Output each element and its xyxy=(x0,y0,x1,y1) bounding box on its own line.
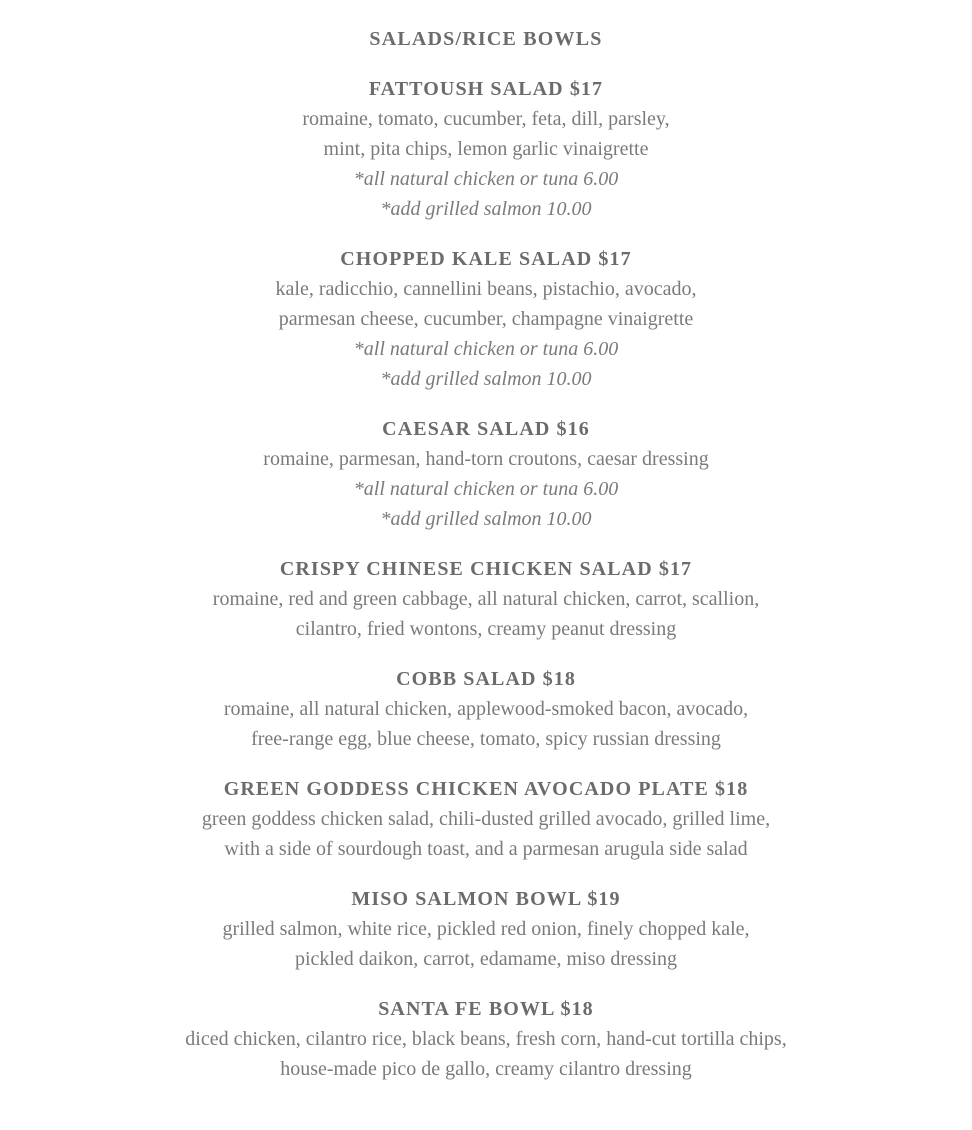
menu-items xyxy=(0,74,972,1084)
item-description-line: romaine, parmesan, hand-torn croutons, caesar dressing xyxy=(263,448,709,470)
menu-item xyxy=(0,774,972,864)
item-description-line: romaine, red and green cabbage, all natural chicken, carrot, scallion, xyxy=(212,588,760,610)
item-description-line: grilled salmon, white rice, pickled red onion, finely chopped kale, xyxy=(222,918,750,940)
item-description-line: house-made pico de gallo, creamy cilantro dressing xyxy=(280,1058,692,1080)
item-description-line: romaine, tomato, cucumber, feta, dill, parsley, xyxy=(302,108,670,130)
menu-item xyxy=(0,554,972,644)
menu-item xyxy=(0,244,972,394)
item-description-line: mint, pita chips, lemon garlic vinaigrette xyxy=(323,138,649,160)
item-addon: *all natural chicken or tuna 6.00 xyxy=(353,338,619,360)
item-title: CRISPY CHINESE CHICKEN SALAD $17 xyxy=(279,558,693,580)
menu-item xyxy=(0,664,972,754)
item-title: MISO SALMON BOWL $19 xyxy=(351,888,621,910)
item-addon: *all natural chicken or tuna 6.00 xyxy=(353,168,619,190)
item-description-line: cilantro, fried wontons, creamy peanut dressing xyxy=(295,618,677,640)
item-description-line: free-range egg, blue cheese, tomato, spicy russian dressing xyxy=(251,728,721,750)
item-description-line: green goddess chicken salad, chili-dusted grilled avocado, grilled lime, xyxy=(201,808,771,830)
item-addon: *add grilled salmon 10.00 xyxy=(380,508,592,530)
item-description-line: kale, radicchio, cannellini beans, pistachio, avocado, xyxy=(275,278,697,300)
menu-page xyxy=(0,24,972,1084)
item-title: CHOPPED KALE SALAD $17 xyxy=(340,248,632,270)
item-addon: *all natural chicken or tuna 6.00 xyxy=(353,478,619,500)
menu-item xyxy=(0,884,972,974)
item-description-line: diced chicken, cilantro rice, black beans, fresh corn, hand-cut tortilla chips, xyxy=(185,1028,787,1050)
item-description-line: with a side of sourdough toast, and a parmesan arugula side salad xyxy=(224,838,748,860)
item-addon: *add grilled salmon 10.00 xyxy=(380,368,592,390)
item-description-line: parmesan cheese, cucumber, champagne vinaigrette xyxy=(278,308,694,330)
item-title: COBB SALAD $18 xyxy=(396,668,576,690)
item-title: CAESAR SALAD $16 xyxy=(382,418,590,440)
menu-item xyxy=(0,414,972,534)
item-description-line: romaine, all natural chicken, applewood-smoked bacon, avocado, xyxy=(223,698,749,720)
section-title: SALADS/RICE BOWLS xyxy=(369,28,603,50)
menu-item xyxy=(0,994,972,1084)
item-title: SANTA FE BOWL $18 xyxy=(378,998,594,1020)
menu-item xyxy=(0,74,972,224)
item-title: FATTOUSH SALAD $17 xyxy=(368,78,604,100)
item-title: GREEN GODDESS CHICKEN AVOCADO PLATE $18 xyxy=(223,778,749,800)
item-addon: *add grilled salmon 10.00 xyxy=(380,198,592,220)
item-description-line: pickled daikon, carrot, edamame, miso dressing xyxy=(294,948,678,970)
